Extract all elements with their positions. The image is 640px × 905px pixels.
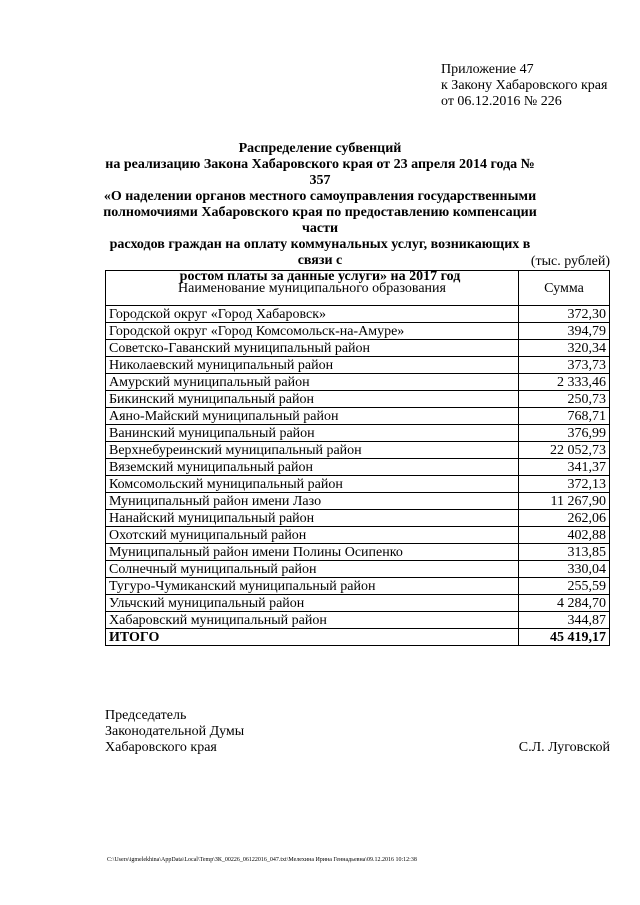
row-name: Аяно-Майский муниципальный район <box>106 408 519 425</box>
row-sum: 250,73 <box>519 391 610 408</box>
row-name: Николаевский муниципальный район <box>106 357 519 374</box>
row-name: Солнечный муниципальный район <box>106 561 519 578</box>
header-name: Наименование муниципального образования <box>106 271 519 306</box>
table-row <box>106 340 610 357</box>
table-row <box>106 544 610 561</box>
signer-name: С.Л. Луговской <box>518 740 610 755</box>
table-row <box>106 612 610 629</box>
row-sum: 2 333,46 <box>519 374 610 391</box>
row-sum: 4 284,70 <box>519 595 610 612</box>
row-sum: 372,13 <box>519 476 610 493</box>
appendix-line-1: Приложение 47 <box>441 62 534 77</box>
row-name: Вяземский муниципальный район <box>106 459 519 476</box>
row-sum: 255,59 <box>519 578 610 595</box>
table-row <box>106 442 610 459</box>
row-name: Верхнебуреинский муниципальный район <box>106 442 519 459</box>
table-header-row <box>106 271 610 306</box>
table-body <box>106 306 610 646</box>
row-name: Ульчский муниципальный район <box>106 595 519 612</box>
header-sum: Сумма <box>519 271 610 306</box>
table-row <box>106 527 610 544</box>
row-name: Нанайский муниципальный район <box>106 510 519 527</box>
table-row <box>106 493 610 510</box>
row-sum: 402,88 <box>519 527 610 544</box>
title-line: Распределение субвенций <box>238 141 402 156</box>
table-row <box>106 425 610 442</box>
title-line: расходов граждан на оплату коммунальных услуг, возникающих в связи с <box>109 237 531 268</box>
table-row <box>106 459 610 476</box>
table-row <box>106 357 610 374</box>
document-title <box>100 141 540 285</box>
row-sum: 376,99 <box>519 425 610 442</box>
row-sum: 313,85 <box>519 544 610 561</box>
table-row <box>106 391 610 408</box>
row-sum: 372,30 <box>519 306 610 323</box>
row-name: Муниципальный район имени Лазо <box>106 493 519 510</box>
total-label: ИТОГО <box>106 629 519 646</box>
table-row <box>106 561 610 578</box>
row-sum: 341,37 <box>519 459 610 476</box>
title-line: на реализацию Закона Хабаровского края от 23 апреля 2014 года № 357 <box>105 157 535 188</box>
table-row <box>106 595 610 612</box>
row-sum: 373,73 <box>519 357 610 374</box>
subvention-table <box>105 270 610 646</box>
row-sum: 330,04 <box>519 561 610 578</box>
row-sum: 22 052,73 <box>519 442 610 459</box>
row-name: Советско-Гаванский муниципальный район <box>106 340 519 357</box>
appendix-line-3: от 06.12.2016 № 226 <box>441 94 562 109</box>
row-sum: 11 267,90 <box>519 493 610 510</box>
title-line: «О наделении органов местного самоуправления государственными <box>103 189 537 204</box>
row-sum: 344,87 <box>519 612 610 629</box>
signature-block <box>105 708 244 756</box>
row-sum: 262,06 <box>519 510 610 527</box>
title-line: ростом платы за данные услуги» на 2017 год <box>179 269 461 284</box>
row-name: Бикинский муниципальный район <box>106 391 519 408</box>
unit-label: (тыс. рублей) <box>530 254 610 269</box>
row-name: Городской округ «Город Хабаровск» <box>106 306 519 323</box>
row-sum: 320,34 <box>519 340 610 357</box>
table-row <box>106 323 610 340</box>
signature-line-2: Законодательной Думы <box>105 724 245 739</box>
title-line: полномочиями Хабаровского края по предоставлению компенсации части <box>103 205 537 236</box>
row-name: Хабаровский муниципальный район <box>106 612 519 629</box>
total-row <box>106 629 610 646</box>
signature-line-3: Хабаровского края <box>105 740 217 755</box>
file-path-footer: C:\Users\igmelekhina\AppData\Local\Temp\ЗК_00226_06122016_047.txt\Мелехина Ирина Геннадьевна\09.12.2016 10:12:38 <box>107 857 417 863</box>
row-name: Муниципальный район имени Полины Осипенко <box>106 544 519 561</box>
row-sum: 394,79 <box>519 323 610 340</box>
table-row <box>106 510 610 527</box>
row-name: Городской округ «Город Комсомольск-на-Амуре» <box>106 323 519 340</box>
row-name: Амурский муниципальный район <box>106 374 519 391</box>
row-name: Тугуро-Чумиканский муниципальный район <box>106 578 519 595</box>
table-row <box>106 578 610 595</box>
table-row <box>106 408 610 425</box>
table-row <box>106 374 610 391</box>
row-name: Ванинский муниципальный район <box>106 425 519 442</box>
row-name: Охотский муниципальный район <box>106 527 519 544</box>
appendix-line-2: к Закону Хабаровского края <box>441 78 608 93</box>
table-row <box>106 306 610 323</box>
appendix-block <box>441 62 607 110</box>
signature-line-1: Председатель <box>105 708 187 723</box>
row-sum: 768,71 <box>519 408 610 425</box>
row-name: Комсомольский муниципальный район <box>106 476 519 493</box>
table-row <box>106 476 610 493</box>
total-sum: 45 419,17 <box>519 629 610 646</box>
